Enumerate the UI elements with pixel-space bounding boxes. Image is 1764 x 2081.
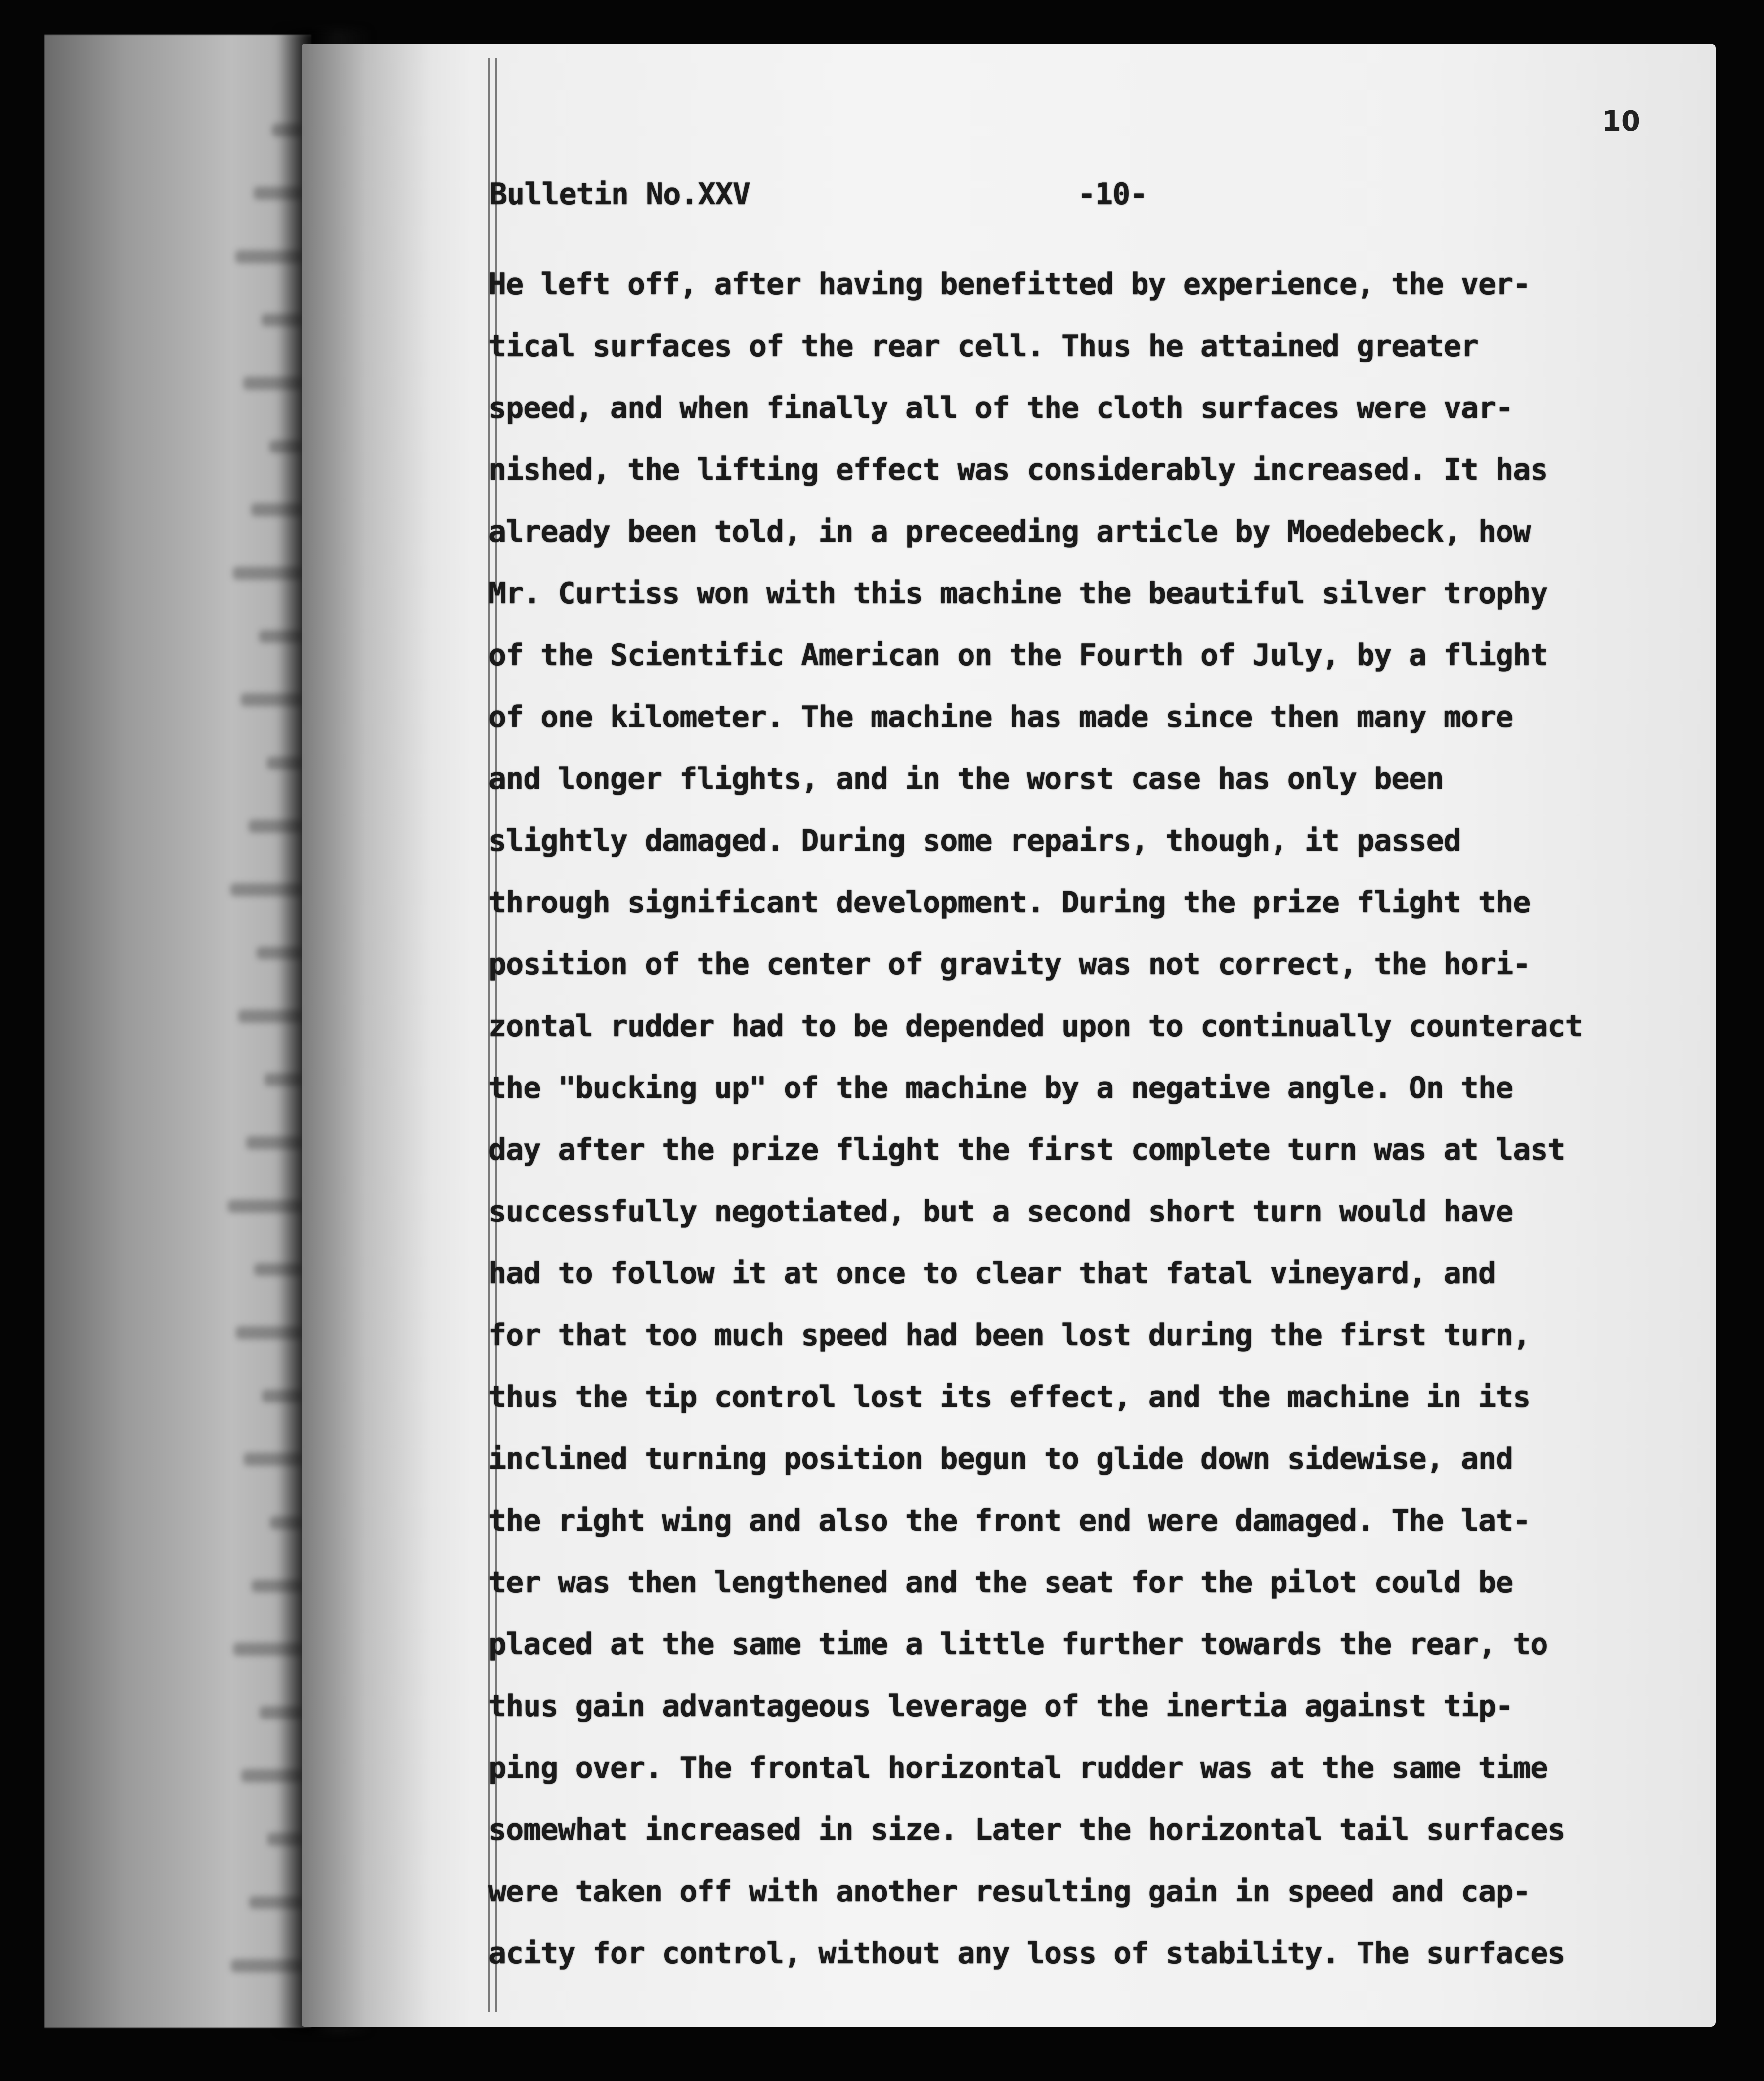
text-line: thus the tip control lost its effect, and the machine in its (488, 1380, 1531, 1414)
text-line: of one kilometer. The machine has made since then many more (488, 700, 1513, 734)
text-line: successfully negotiated, but a second short turn would have (488, 1194, 1513, 1229)
text-line: day after the prize flight the first complete turn was at last (488, 1132, 1565, 1167)
text-line: speed, and when finally all of the cloth surfaces were var- (488, 391, 1513, 425)
text-line: position of the center of gravity was not correct, the hori- (488, 947, 1531, 982)
header-page-marker: -10- (1078, 177, 1147, 212)
text-line: the "bucking up" of the machine by a negative angle. On the (488, 1071, 1513, 1105)
text-line: inclined turning position begun to glide down sidewise, and (488, 1442, 1513, 1476)
text-line: thus gain advantageous leverage of the inertia against tip- (488, 1689, 1513, 1723)
text-line: already been told, in a preceeding article by Moedebeck, how (488, 514, 1531, 549)
text-line: He left off, after having benefitted by experience, the ver- (488, 267, 1531, 302)
text-line: for that too much speed had been lost during the first turn, (488, 1318, 1531, 1353)
text-line: placed at the same time a little further towards the rear, to (488, 1627, 1548, 1662)
body-text (488, 254, 1583, 1985)
text-line: through significant development. During the prize flight the (488, 885, 1531, 920)
text-line: ter was then lengthened and the seat for the pilot could be (488, 1565, 1513, 1600)
text-line: acity for control, without any loss of stability. The surfaces (488, 1936, 1565, 1971)
text-line: somewhat increased in size. Later the horizontal tail surfaces (488, 1812, 1565, 1847)
text-line: Mr. Curtiss won with this machine the beautiful silver trophy (488, 576, 1548, 611)
page-number: 10 (1602, 105, 1640, 137)
text-line: had to follow it at once to clear that fatal vineyard, and (488, 1256, 1496, 1291)
text-line: ping over. The frontal horizontal rudder was at the same time (488, 1751, 1548, 1785)
text-line: and longer flights, and in the worst case has only been (488, 762, 1444, 796)
text-line: tical surfaces of the rear cell. Thus he attained greater (488, 329, 1479, 363)
underlying-page-edge (44, 35, 311, 2028)
text-line: of the Scientific American on the Fourth of July, by a flight (488, 638, 1548, 673)
text-line: were taken off with another resulting gain in speed and cap- (488, 1874, 1531, 1909)
bulletin-header: Bulletin No.XXV (489, 177, 750, 212)
text-line: zontal rudder had to be depended upon to continually counteract (488, 1009, 1583, 1043)
text-line: the right wing and also the front end were damaged. The lat- (488, 1503, 1531, 1538)
document-page (302, 44, 1716, 2027)
text-line: slightly damaged. During some repairs, though, it passed (488, 823, 1461, 858)
text-line: nished, the lifting effect was considerably increased. It has (488, 452, 1548, 487)
